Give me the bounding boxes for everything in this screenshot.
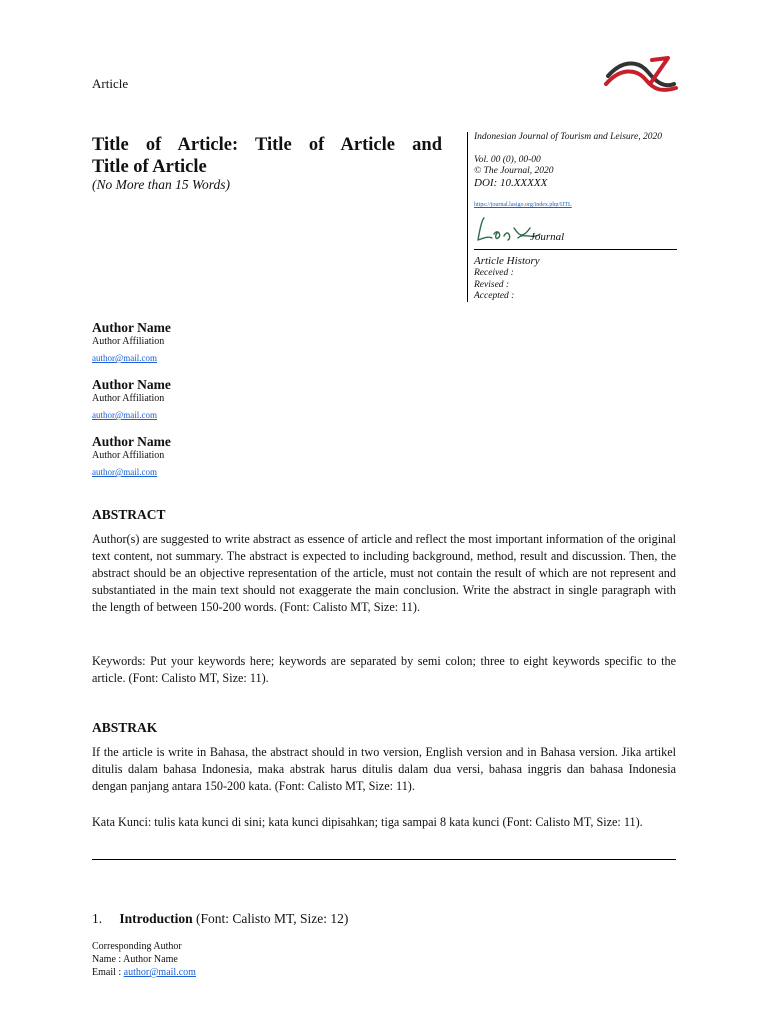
journal-copyright: © The Journal, 2020 [474, 166, 554, 176]
document-type-label: Article [92, 76, 129, 91]
author-block [92, 434, 171, 480]
article-history-title: Article History [474, 255, 540, 267]
corresponding-author-name: Name : Author Name [92, 954, 178, 965]
author-name: Author Name [92, 434, 171, 449]
article-title [92, 134, 442, 178]
corresponding-author-label: Corresponding Author [92, 941, 182, 952]
author-email-link[interactable]: author@mail.com [92, 410, 158, 420]
author-email-link[interactable]: author@mail.com [92, 467, 158, 477]
journal-url-link[interactable]: https://journal.lasigo.org/index.php/IJTL [474, 202, 572, 208]
journal-logo [604, 54, 678, 94]
corresponding-email-link[interactable]: author@mail.com [123, 967, 196, 978]
section-title: Introduction [119, 911, 193, 926]
section-note: (Font: Calisto MT, Size: 12) [196, 911, 349, 926]
abstrak-body: If the article is write in Bahasa, the abstract should in two version, English version and in Bahasa version. Jika artikel ditulis dalam bahasa Indonesia, maka abstrak harus ditulis dalam dua versi, bahasa inggris dan bahasa Indonesia dengan panjang antara 150-200 kata. (Font: Calisto MT, Size: 11). [92, 745, 676, 793]
abstrak-keywords: Kata Kunci: tulis kata kunci di sini; kata kunci dipisahkan; tiga sampai 8 kata kunci (Font: Calisto MT, Size: 11). [92, 815, 643, 829]
abstrak-heading: ABSTRAK [92, 720, 158, 735]
author-block [92, 320, 171, 366]
journal-name: Indonesian Journal of Tourism and Leisure, 2020 [474, 132, 662, 142]
email-label: Email : [92, 967, 124, 978]
revised-label: Revised : [474, 280, 510, 290]
accepted-label: Accepted : [474, 291, 515, 301]
author-affiliation: Author Affiliation [92, 450, 165, 461]
section-divider [92, 859, 676, 860]
abstract-heading: ABSTRACT [92, 507, 166, 522]
sidebar-rule [474, 249, 677, 250]
author-name: Author Name [92, 377, 171, 392]
received-label: Received : [474, 268, 514, 278]
author-email-link[interactable]: author@mail.com [92, 353, 158, 363]
journal-doi: DOI: 10.XXXXX [474, 177, 548, 189]
corresponding-author-email [92, 967, 196, 979]
author-name: Author Name [92, 320, 171, 335]
journal-volume: Vol. 00 (0), 00-00 [474, 155, 541, 165]
abstract-keywords: Keywords: Put your keywords here; keywords are separated by semi colon; three to eight keywords specific to the article. (Font: Calisto MT, Size: 11). [92, 654, 676, 685]
author-affiliation: Author Affiliation [92, 336, 165, 347]
article-subtitle: (No More than 15 Words) [92, 177, 230, 192]
section-number: 1. [92, 911, 103, 926]
section-heading [92, 911, 348, 927]
article-title-line2: Title of Article [92, 157, 207, 177]
journal-word: Journal [530, 231, 565, 243]
abstract-body: Author(s) are suggested to write abstract as essence of article and reflect the most important information of the original text content, not summary. The abstract is expected to including background, method, result and discussion. Then, the abstract should be an objective representation of the article, must not contain the result of which are not represent and substantiated in the main text should not exaggerate the main conclusion. Write the abstract in single paragraph with the length of between 150-200 words. (Font: Calisto MT, Size: 11). [92, 532, 676, 614]
author-block [92, 377, 171, 423]
article-title-line1: Title of Article: Title of Article and [92, 135, 442, 155]
author-affiliation: Author Affiliation [92, 393, 165, 404]
sidebar-divider [467, 132, 468, 302]
